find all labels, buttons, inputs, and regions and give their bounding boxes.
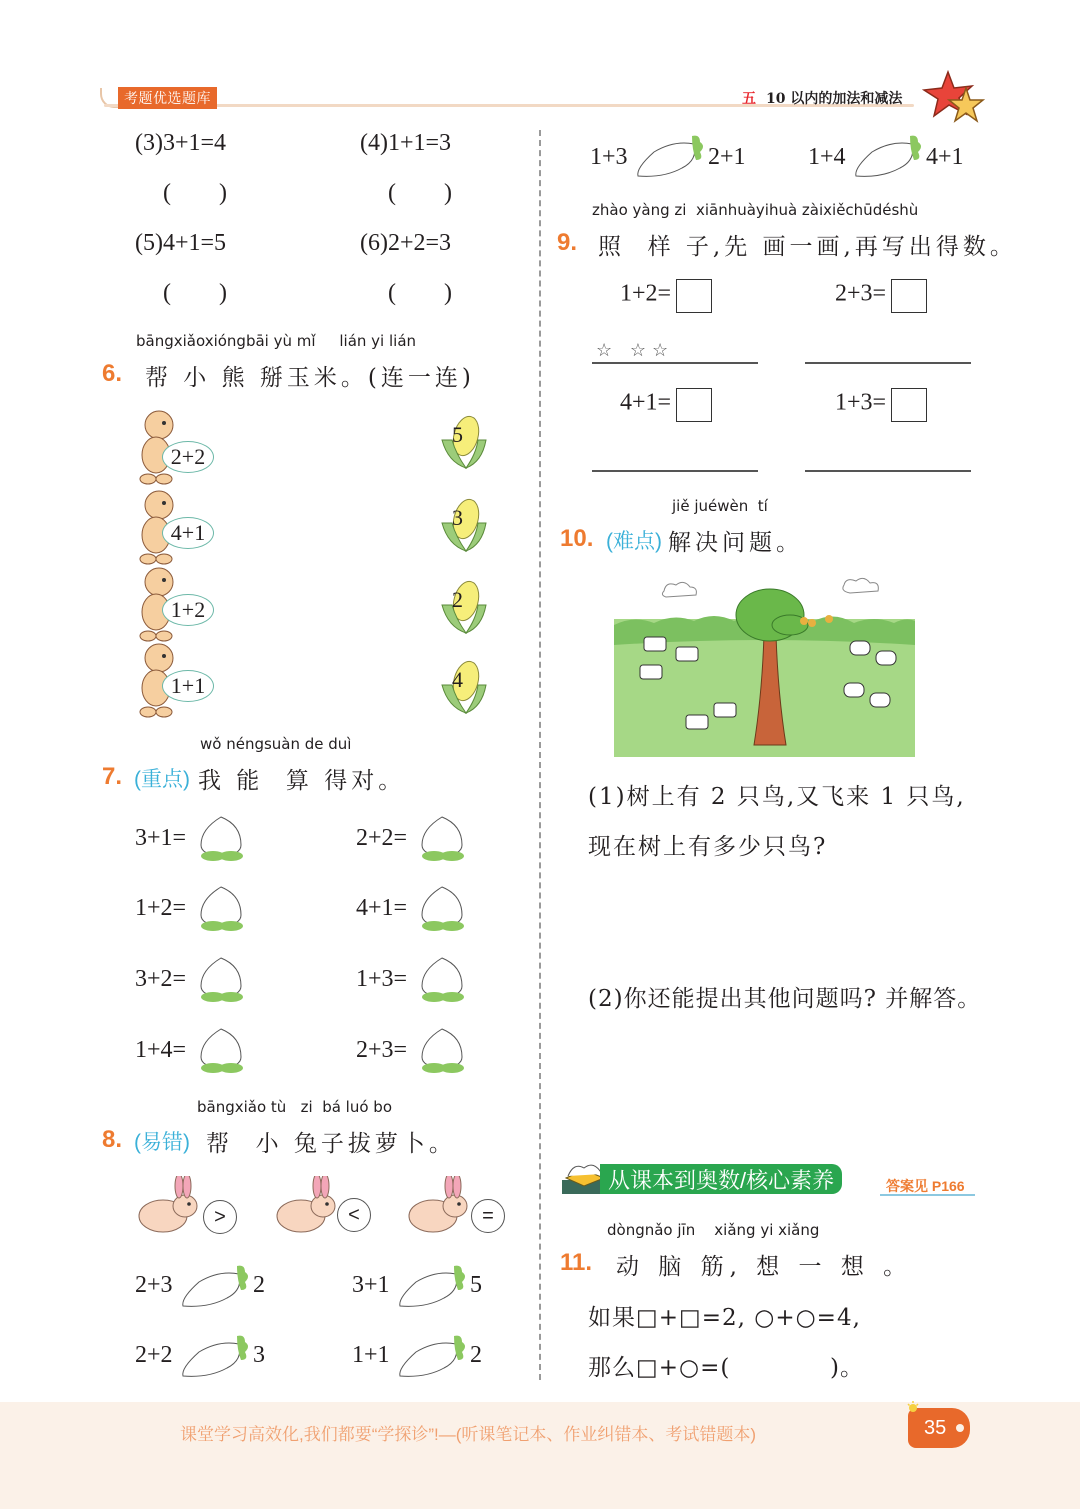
q8-tag: (易错): [134, 1131, 190, 1154]
q7-expr: 1+2=: [135, 895, 187, 921]
radish-left-expr: 1+4: [808, 144, 846, 170]
radish-answer-icon: [396, 1330, 472, 1382]
q6-text: 帮 小 熊 掰玉米。(连一连): [145, 365, 475, 391]
bear-3[interactable]: [134, 562, 224, 642]
radish-row-5[interactable]: [590, 130, 760, 182]
radish-right-expr: 3: [253, 1342, 265, 1368]
q9-answer-box[interactable]: [676, 388, 712, 422]
q9-example-stars: ☆ ☆☆: [596, 340, 675, 361]
corn-icon: [438, 575, 490, 637]
radish-left-expr: 1+3: [590, 144, 628, 170]
radish-right-expr: 2: [253, 1272, 265, 1298]
q10-text: 解决问题。: [668, 530, 803, 556]
rabbit-equal: [405, 1176, 515, 1236]
q7-expr: 4+1=: [356, 895, 408, 921]
q10-sub1-answer-area[interactable]: [588, 870, 968, 960]
q9-item-1: [620, 279, 712, 313]
q9-answer-box[interactable]: [891, 388, 927, 422]
q5-blank-4[interactable]: ( ): [388, 180, 452, 206]
q9-text: 照 样 子,先 画一画,再写出得数。: [598, 234, 1017, 260]
peach-answer-icon: [197, 956, 247, 1004]
q5-item-3: (3)3+1=4: [135, 130, 227, 156]
peach-answer-icon: [418, 956, 468, 1004]
corn-number: 4: [452, 667, 463, 692]
stars-icon: [922, 70, 986, 126]
q7-left-row-1[interactable]: [135, 815, 255, 865]
bear-expression: 4+1: [162, 517, 214, 549]
peach-answer-icon: [197, 885, 247, 933]
page-number-tag: [908, 1408, 970, 1448]
meadow-scene-illustration: [614, 575, 915, 757]
q7-right-row-4[interactable]: [356, 1027, 476, 1077]
bear-4[interactable]: [134, 638, 224, 718]
rabbit-icon: [135, 1176, 199, 1236]
q7-right-row-2[interactable]: [356, 885, 476, 935]
radish-left-expr: 2+3: [135, 1272, 173, 1298]
unit-title: 10 以内的加法和减法: [766, 91, 903, 107]
q7-left-row-2[interactable]: [135, 885, 255, 935]
q10-sub1-line1: (1)树上有 2 只鸟,又飞来 1 只鸟,: [588, 784, 966, 810]
rabbit-icon: [273, 1176, 337, 1236]
radish-right-expr: 2: [470, 1342, 482, 1368]
q9-item-4: [835, 388, 927, 422]
q10-sub2: (2)你还能提出其他问题吗? 并解答。: [588, 986, 982, 1012]
peach-answer-icon: [418, 885, 468, 933]
q7-expr: 2+3=: [356, 1037, 408, 1063]
q7-expr: 1+3=: [356, 966, 408, 992]
unit-number: 五: [742, 91, 756, 107]
column-divider: [539, 130, 541, 1380]
rabbit-icon: [405, 1176, 469, 1236]
peach-answer-icon: [197, 815, 247, 863]
corn-2[interactable]: [438, 493, 490, 555]
q5-item-6: (6)2+2=3: [360, 230, 452, 256]
corn-icon: [438, 655, 490, 717]
corn-number: 2: [452, 587, 463, 612]
q9-drawing-line-4[interactable]: [805, 470, 971, 472]
q9-drawing-line-2[interactable]: [805, 362, 971, 364]
radish-left-expr: 2+2: [135, 1342, 173, 1368]
q7-expr: 2+2=: [356, 825, 408, 851]
bear-1[interactable]: [134, 405, 224, 485]
q9-expr: 2+3=: [835, 280, 887, 307]
q6-pinyin: bāngxiǎoxióngbāi yù mǐ lián yi lián: [136, 332, 417, 350]
q9-expr: 4+1=: [620, 389, 672, 416]
q9-answer-box[interactable]: [891, 279, 927, 313]
q10-sub1-line2: 现在树上有多少只鸟?: [588, 834, 828, 860]
corn-number: 5: [452, 422, 463, 447]
q11-answer-blank[interactable]: [740, 1350, 830, 1380]
q9-drawing-line-1[interactable]: [592, 362, 758, 364]
answer-reference: 答案见 P166: [886, 1178, 965, 1194]
radish-answer-icon: [396, 1260, 472, 1312]
q5-item-4: (4)1+1=3: [360, 130, 452, 156]
q8-pinyin: bāngxiǎo tù zi bá luó bo: [197, 1098, 392, 1116]
q7-expr: 3+2=: [135, 966, 187, 992]
answer-reference-underline: [880, 1194, 975, 1196]
corn-4[interactable]: [438, 655, 490, 717]
q7-left-row-3[interactable]: [135, 956, 255, 1006]
q9-answer-box[interactable]: [676, 279, 712, 313]
tag-hole: [956, 1424, 964, 1432]
q11-number: 11.: [560, 1249, 593, 1276]
q8-number: 8.: [102, 1126, 123, 1153]
q7-text: 我 能 算 得对。: [198, 768, 406, 794]
bear-expression: 2+2: [162, 441, 214, 473]
peach-answer-icon: [418, 1027, 468, 1075]
bear-2[interactable]: [134, 485, 224, 565]
compare-symbol: =: [471, 1199, 505, 1233]
q6-number: 6.: [102, 360, 123, 387]
header-unit-title: [742, 88, 902, 108]
q7-expr: 3+1=: [135, 825, 187, 851]
radish-answer-icon: [179, 1330, 255, 1382]
radish-row-3[interactable]: [135, 1330, 275, 1382]
radish-answer-icon: [852, 130, 928, 182]
q11-pinyin: dòngnǎo jīn xiǎng yi xiǎng: [607, 1221, 820, 1239]
q10-tag: (难点): [606, 530, 662, 553]
q9-pinyin: zhào yàng zi xiānhuàyihuà zàixiěchūdéshù: [592, 201, 919, 219]
q7-right-row-3[interactable]: [356, 956, 476, 1006]
rabbit-less: [273, 1176, 383, 1236]
q9-expr: 1+2=: [620, 280, 672, 307]
radish-left-expr: 3+1: [352, 1272, 390, 1298]
q10-sub2-answer-area[interactable]: [588, 1020, 968, 1140]
radish-row-4[interactable]: [352, 1330, 492, 1382]
q9-item-2: [835, 279, 927, 313]
q11-line1: 如果□+□=2, ○+○=4,: [588, 1305, 861, 1331]
section-banner: 从课本到奥数/核心素养: [600, 1164, 842, 1194]
q7-right-row-1[interactable]: [356, 815, 476, 865]
radish-answer-icon: [179, 1260, 255, 1312]
peach-answer-icon: [418, 815, 468, 863]
compare-symbol: <: [337, 1198, 371, 1232]
radish-right-expr: 2+1: [708, 144, 746, 170]
q5-item-5: (5)4+1=5: [135, 230, 227, 256]
q7-tag: (重点): [134, 768, 190, 791]
footer-slogan: 课堂学习高效化,我们都要“学探诊”!—(听课笔记本、作业纠错本、考试错题本): [180, 1425, 757, 1444]
radish-row-2[interactable]: [352, 1260, 492, 1312]
corn-number: 3: [452, 505, 463, 530]
corn-icon: [438, 493, 490, 555]
radish-row-1[interactable]: [135, 1260, 275, 1312]
q5-blank-6[interactable]: ( ): [388, 280, 452, 306]
q5-blank-5[interactable]: ( ): [163, 280, 227, 306]
corn-3[interactable]: [438, 575, 490, 637]
q7-pinyin: wǒ néngsuàn de duì: [200, 735, 352, 753]
radish-right-expr: 5: [470, 1272, 482, 1298]
radish-left-expr: 1+1: [352, 1342, 390, 1368]
q10-pinyin: jiě juéwèn tí: [672, 497, 768, 515]
q7-number: 7.: [102, 763, 123, 790]
corn-icon: [438, 410, 490, 472]
q11-text: 动 脑 筋, 想 一 想 。: [616, 1254, 913, 1280]
radish-right-expr: 4+1: [926, 144, 964, 170]
q9-number: 9.: [557, 229, 578, 256]
page-number: 35: [924, 1416, 947, 1439]
rabbit-greater: [135, 1176, 245, 1236]
header-left-tag: 考题优选题库: [118, 87, 217, 109]
radish-answer-icon: [634, 130, 710, 182]
q10-number: 10.: [560, 525, 594, 552]
q9-item-3: [620, 388, 712, 422]
bear-expression: 1+1: [162, 670, 214, 702]
peach-answer-icon: [197, 1027, 247, 1075]
compare-symbol: >: [203, 1200, 237, 1234]
q9-drawing-line-3[interactable]: [592, 470, 758, 472]
lightbulb-icon: [906, 1400, 920, 1414]
corn-1[interactable]: [438, 410, 490, 472]
q8-text: 帮 小 兔子拔萝卜。: [206, 1131, 456, 1157]
q11-line2: 那么□+○=( )。: [588, 1355, 865, 1381]
radish-row-6[interactable]: [808, 130, 978, 182]
bear-expression: 1+2: [162, 594, 214, 626]
q7-expr: 1+4=: [135, 1037, 187, 1063]
q5-blank-3[interactable]: ( ): [163, 180, 227, 206]
q9-expr: 1+3=: [835, 389, 887, 416]
q7-left-row-4[interactable]: [135, 1027, 255, 1077]
